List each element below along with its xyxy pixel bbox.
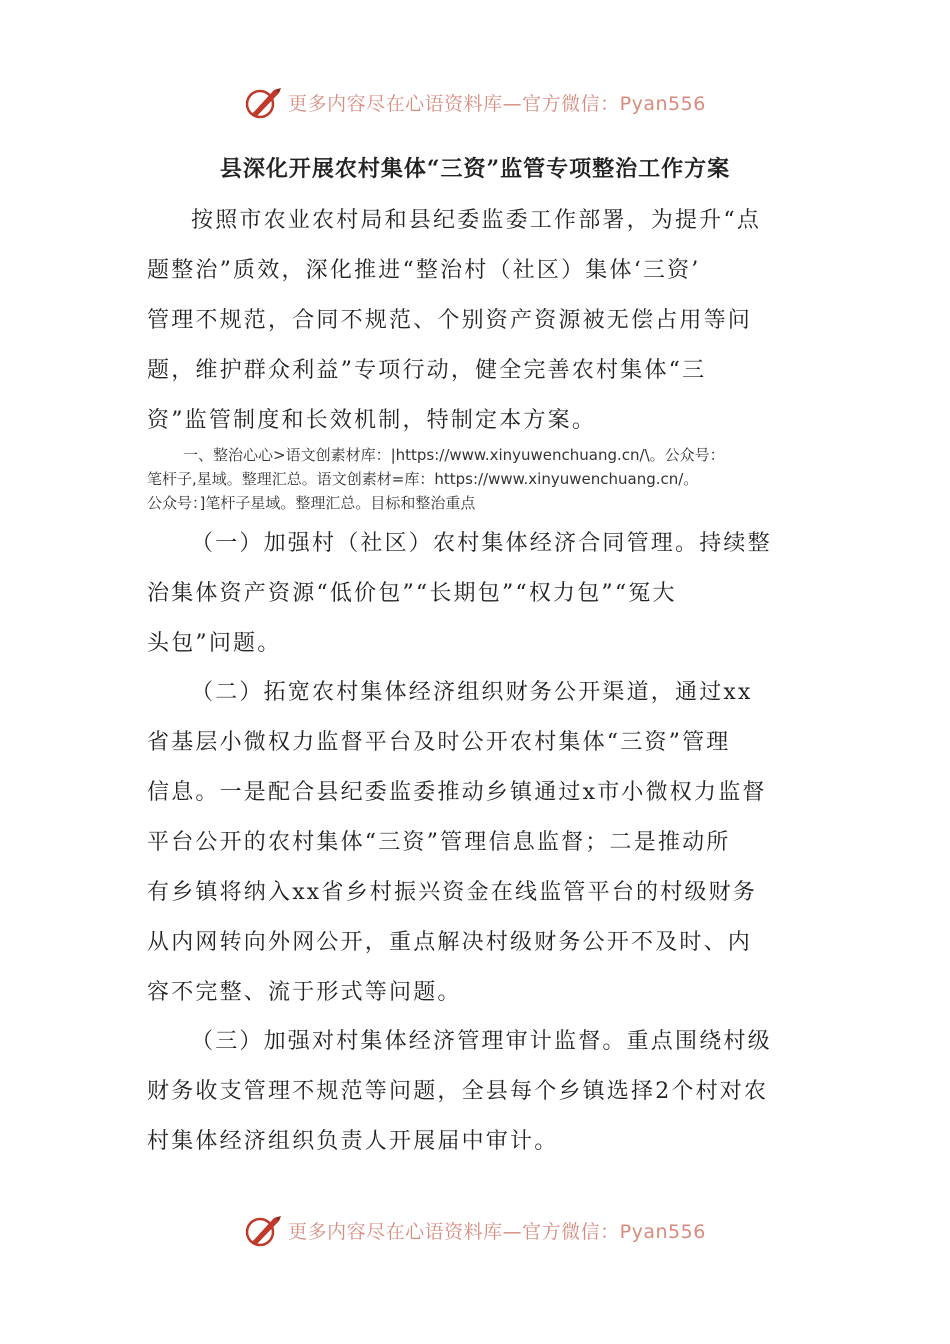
heading-line: 公众号：]笔杆子星域。整理汇总。目标和整治重点 (147, 494, 476, 512)
paragraph-line: 治集体资产资源“低价包”“长期包”“权力包”“冤大 (147, 581, 677, 606)
heading-line: 笔杆子,星域。整理汇总。语文创素材=库：https://www.xinyuwenchuang.cn/。 (147, 470, 699, 488)
paragraph-line: 信息。一是配合县纪委监委推动乡镇通过x市小微权力监督 (147, 780, 767, 805)
watermark-text: 更多内容尽在心语资料库—官方微信：Pyan556 (288, 92, 706, 115)
paragraph-line: 财务收支管理不规范等问题，全县每个乡镇选择2个村对农 (147, 1079, 769, 1104)
heading-line: 一、整治心心>语文创素材库：|https://www.xinyuwenchuang.cn/\。公众号： (183, 446, 725, 464)
watermark-text: 更多内容尽在心语资料库—官方微信：Pyan556 (288, 1220, 706, 1243)
paragraph-line: （二）拓宽农村集体经济组织财务公开渠道，通过xx (191, 680, 753, 705)
paragraph-line: 村集体经济组织负责人开展届中审计。 (147, 1129, 559, 1154)
header-watermark (0, 82, 950, 122)
paragraph-line: 资”监管制度和长效机制，特制定本方案。 (147, 408, 597, 433)
paragraph-line: 按照市农业农村局和县纪委监委工作部署，为提升“点 (191, 208, 762, 233)
intro-paragraph (147, 196, 817, 446)
footer-watermark (0, 1210, 950, 1250)
section-heading (147, 443, 827, 515)
paragraph-line: 题整治”质效，深化推进“整治村（社区）集体‘三资’ (147, 258, 701, 283)
paragraph-line: 管理不规范，合同不规范、个别资产资源被无偿占用等问 (147, 308, 753, 333)
item-3-paragraph (147, 1017, 817, 1167)
paragraph-line: 平台公开的农村集体“三资”管理信息监督；二是推动所 (147, 830, 731, 855)
paragraph-line: 容不完整、流于形式等问题。 (147, 980, 462, 1005)
pen-logo-icon (244, 1212, 284, 1248)
paragraph-line: 头包”问题。 (147, 631, 282, 656)
paragraph-line: 从内网转向外网公开，重点解决村级财务公开不及时、内 (147, 930, 753, 955)
document-title: 县深化开展农村集体“三资”监管专项整治工作方案 (219, 156, 731, 182)
paragraph-line: （三）加强对村集体经济管理审计监督。重点围绕村级 (191, 1029, 772, 1054)
paragraph-line: 题，维护群众利益”专项行动，健全完善农村集体“三 (147, 358, 707, 383)
item-1-paragraph (147, 519, 817, 669)
pen-logo-icon (244, 84, 284, 120)
paragraph-line: 有乡镇将纳入xx省乡村振兴资金在线监管平台的村级财务 (147, 880, 758, 905)
paragraph-line: （一）加强村（社区）农村集体经济合同管理。持续整 (191, 531, 772, 556)
paragraph-line: 省基层小微权力监督平台及时公开农村集体“三资”管理 (147, 730, 731, 755)
item-2-paragraph (147, 668, 817, 1018)
